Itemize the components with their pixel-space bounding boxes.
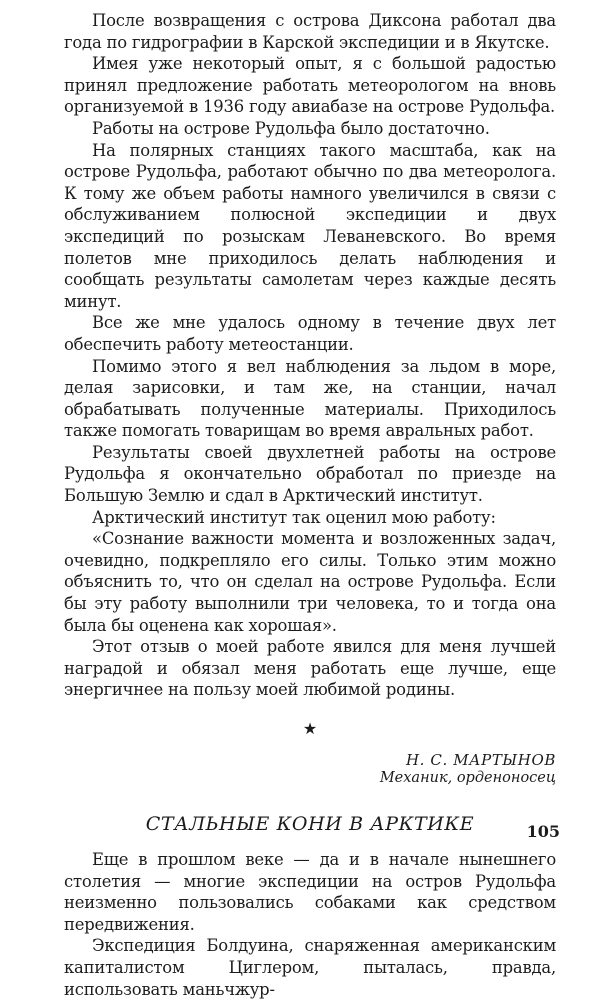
- paragraph-alone-two-years: Все же мне удалось одному в течение двух лет обеспечить работу метеостанции.: [64, 313, 556, 354]
- paragraph-baldwin-expedition: Экспедиция Болдуина, снаряженная американским капиталистом Циглером, пыталась, правда, использовать маньчжур-: [64, 936, 556, 999]
- section-title: СТАЛЬНЫЕ КОНИ В АРКТИКЕ: [145, 813, 475, 835]
- paragraph-meteorologist-offer: Имея уже некоторый опыт, я с большой радостью принял предложение работать метеорологом на вновь организуемой в 1936 году авиабазе на острове Рудольфа.: [64, 54, 556, 117]
- paragraph-polar-stations: На полярных станциях такого масштаба, как на острове Рудольфа, работают обычно по два метеоролога. К тому же объем работы намного увеличился в связи с обслуживанием полюсной экспедиции и двух экспедиций по розыскам Леваневского. Во время полетов мне приходилось делать наблюдения и сообщать результаты самолетам через каждые десять минут.: [64, 140, 556, 311]
- paragraph-results: Результаты своей двухлетней работы на острове Рудольфа я окончательно обработал по приезде на Большую Землю и сдал в Арктический институт.: [64, 442, 556, 506]
- paragraph-institute-evaluation: Арктический институт так оценил мою работу:: [92, 507, 496, 527]
- paragraph-quote: «Сознание важности момента и возложенных задач, очевидно, подкрепляло его силы. Только этим можно объяснить то, что он сделал на острове Рудольфа. Если бы эту работу выполнили три человека, то и тогда она была бы оценена как хорошая».: [64, 529, 556, 635]
- author-name: Н. С. МАРТЫНОВ: [405, 751, 556, 769]
- paragraph-ice-observations: Помимо этого я вел наблюдения за льдом в море, делая зарисовки, и там же, на станции, начал обрабатывать полученные материалы. Приходилось также помогать товарищам во время авральных работ.: [64, 356, 556, 441]
- page-number: 105: [526, 822, 560, 841]
- author-signature: [64, 751, 556, 787]
- author-role: Механик, орденоносец: [379, 770, 556, 786]
- paragraph-enough-work: Работы на острове Рудольфа было достаточно.: [92, 118, 490, 138]
- paragraph-return-from-dikson: После возвращения с острова Диксона работал два года по гидрографии в Карской экспедиции и в Якутске.: [64, 11, 556, 52]
- book-page: [64, 10, 556, 1000]
- paragraph-best-reward: Этот отзыв о моей работе явился для меня лучшей наградой и обязал меня работать еще лучше, еще энергичнее на пользу моей любимой родины.: [64, 637, 556, 700]
- star-separator-icon: ★: [302, 719, 318, 738]
- paragraph-previous-century: Еще в прошлом веке — да и в начале нынешнего столетия — многие экспедиции на остров Рудольфа неизменно пользовались собаками как средством передвижения.: [64, 850, 556, 934]
